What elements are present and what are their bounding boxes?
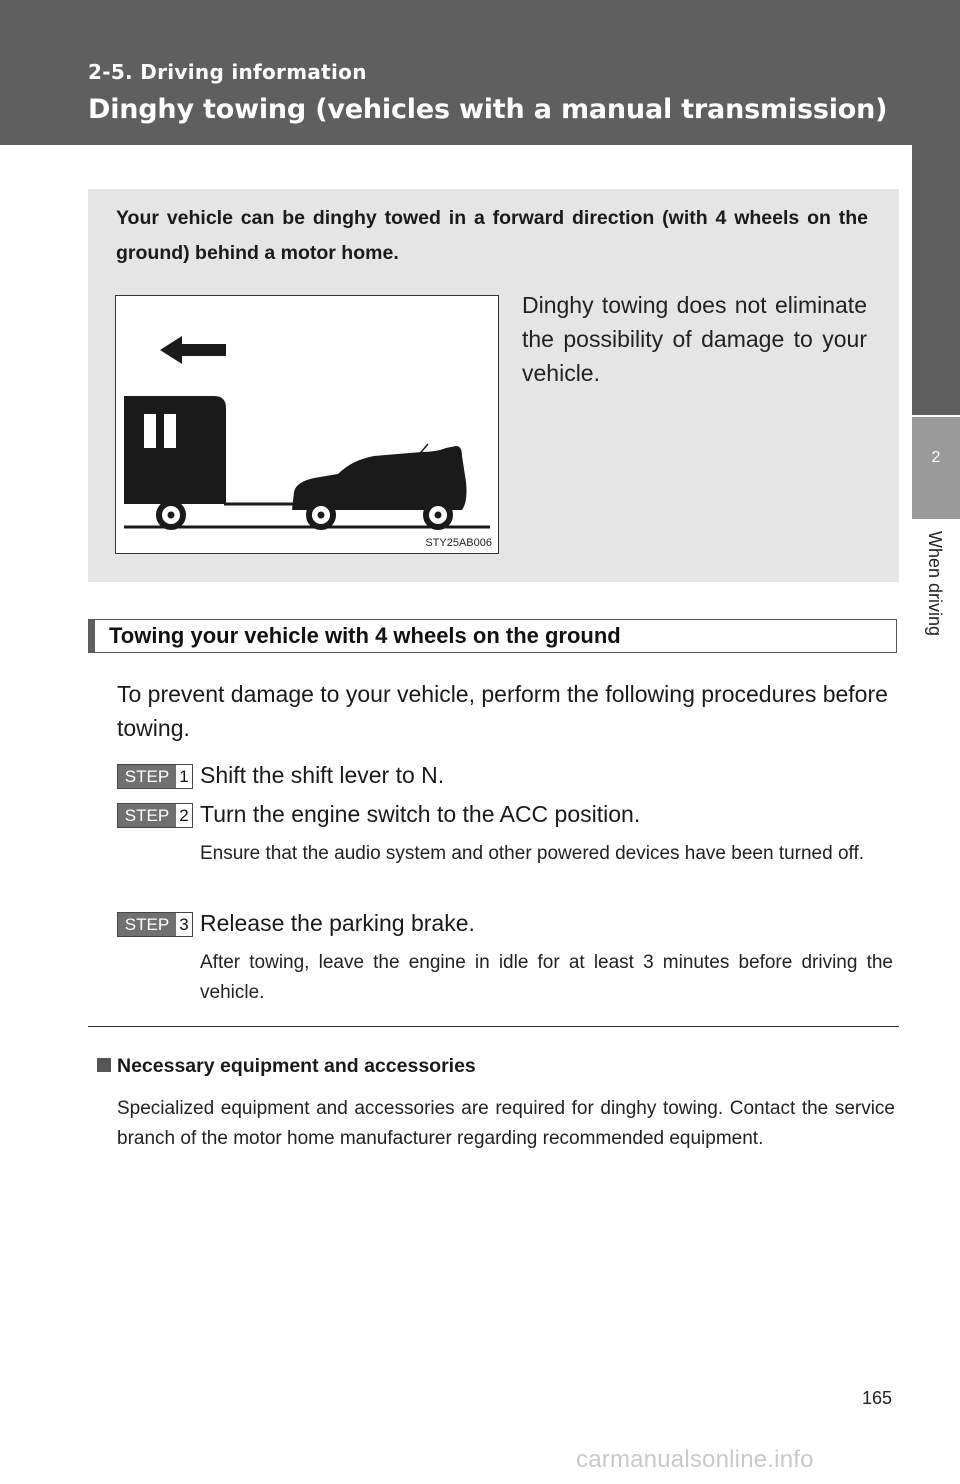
step-text: Release the parking brake.: [200, 910, 475, 936]
step-badge-number: 2: [179, 806, 189, 825]
note-heading: [97, 1055, 476, 1078]
step-note: After towing, leave the engine in idle for at least 3 minutes before driving the vehicle.: [200, 952, 893, 1003]
step-badge-number: 3: [179, 915, 189, 934]
step-badge-label: STEP: [118, 765, 176, 788]
step-badge: [117, 803, 193, 828]
note-heading-text: Necessary equipment and accessories: [117, 1055, 476, 1077]
page-number: 165: [862, 1388, 893, 1408]
motorhome-towing-car-icon: [115, 295, 499, 554]
intro-text: Your vehicle can be dinghy towed in a forward direction (with 4 wheels on the ground) behind a motor home.: [116, 207, 868, 264]
chapter-name: When driving: [925, 531, 945, 637]
intro-box: [88, 189, 899, 582]
section-heading: [88, 619, 897, 653]
step-note: Ensure that the audio system and other powered devices have been turned off.: [200, 843, 865, 864]
illustration-caption: Dinghy towing does not eliminate the possibility of damage to your vehicle.: [522, 292, 867, 386]
note-text: Specialized equipment and accessories are required for dinghy towing. Contact the service branch of the motor home manufacturer regarding recommended equipment.: [117, 1098, 895, 1149]
step-badge-label: STEP: [118, 913, 176, 936]
step-badge: [117, 764, 193, 789]
step-badge: [117, 912, 193, 937]
section-heading-text: Towing your vehicle with 4 wheels on the ground: [109, 623, 621, 648]
square-bullet-icon: [97, 1058, 111, 1072]
side-tab-chapter-block: [912, 417, 960, 519]
chapter-number: 2: [931, 449, 941, 466]
section-divider: [88, 1026, 899, 1027]
section-lead-text: To prevent damage to your vehicle, perform the following procedures before towing.: [117, 681, 888, 741]
step-text: Shift the shift lever to N.: [200, 762, 445, 788]
section-label: 2-5. Driving information: [88, 60, 367, 84]
step-text: Turn the engine switch to the ACC position.: [200, 801, 641, 827]
step-badge-label: STEP: [118, 804, 176, 827]
page-title: Dinghy towing (vehicles with a manual transmission): [88, 94, 888, 125]
image-code: STY25AB006: [425, 537, 492, 549]
watermark: carmanualsonline.info: [576, 1446, 814, 1473]
page-header: [0, 0, 960, 145]
chapter-side-tab[interactable]: [912, 145, 960, 1300]
step-badge-number: 1: [179, 767, 189, 786]
towing-illustration-svg: [116, 296, 498, 553]
side-tab-top-block: [912, 145, 960, 415]
